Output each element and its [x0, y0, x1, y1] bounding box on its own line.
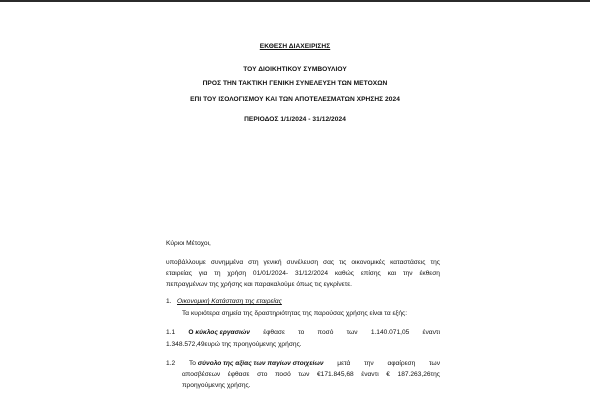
intro-word: καταστάσεις: [390, 259, 426, 266]
item-1-1-article: Ο: [188, 329, 194, 336]
intro-line-1: [166, 259, 440, 267]
page-top-border: [0, 0, 590, 2]
item-1-2-number: 1.2: [166, 360, 176, 367]
item-1-2-word: έφθασε: [227, 371, 250, 378]
section-1-title: Οικονομική Κατάσταση της εταιρείας: [177, 298, 282, 305]
intro-word: γενική: [263, 259, 282, 266]
item-1-2-word: €: [386, 371, 390, 378]
intro-word: χρήση: [227, 270, 247, 277]
item-1-2-word: των: [298, 371, 310, 378]
item-1-2-word: έναντι: [361, 371, 379, 378]
intro-word: επίσης: [360, 270, 381, 277]
item-1-1-word: των: [346, 329, 358, 336]
section-1-number: 1.: [166, 298, 172, 305]
item-1-1-word: το: [298, 329, 305, 336]
report-title: ΕΚΘΕΣΗ ΔΙΑΧΕΙΡΙΣΗΣ: [259, 43, 331, 50]
item-1-1-turnover-value: 1.140.071,05: [370, 329, 410, 336]
item-1-2-line-2: [182, 371, 440, 379]
intro-line-3: πεπραγμένων της χρήσης και παρακαλούμε όπως τις εγκρίνετε.: [166, 281, 352, 288]
intro-word: 01/01/2024-: [252, 270, 289, 277]
intro-word: καθώς: [334, 270, 354, 277]
report-subtitle-assembly: ΠΡΟΣ ΤΗΝ ΤΑΚΤΙΚΗ ΓΕΝΙΚΗ ΣΥΝΕΛΕΥΣΗ ΤΩΝ ΜΕΤΟΧΩΝ: [202, 80, 388, 87]
item-1-2-word: ποσό: [274, 371, 291, 378]
item-1-1-line-1: [166, 329, 440, 337]
item-1-1-word: ποσό: [317, 329, 334, 336]
intro-word: για: [198, 270, 208, 277]
item-1-1-term: κύκλος εργασιών: [195, 329, 250, 336]
section-1-lead: Τα κυριότερα σημεία της δραστηριότητας της παρούσας χρήσης είναι τα εξής:: [182, 310, 408, 317]
item-1-2-word: των: [429, 360, 440, 367]
intro-line-2: [166, 270, 440, 278]
item-1-2-term: σύνολο της αξίας των παγίων στοιχείων: [197, 360, 324, 367]
item-1-2-word: την: [364, 360, 374, 367]
intro-word: σας: [323, 259, 335, 266]
item-1-1-term-group: [188, 329, 250, 337]
item-1-1-line-2: 1.348.572,49ευρώ της προηγούμενης χρήσης.: [166, 341, 302, 348]
intro-word: υποβάλλουμε: [166, 259, 206, 266]
item-1-1-word: έφθασε: [263, 329, 285, 336]
intro-word: την: [403, 270, 413, 277]
intro-word: 31/12/2024: [295, 270, 329, 277]
report-subtitle-balance: ΕΠΙ ΤΟΥ ΙΣΟΛΟΓΙΣΜΟΥ ΚΑΙ ΤΩΝ ΑΠΟΤΕΛΕΣΜΑΤΩΝ ΧΡΗΣΗΣ 2024: [190, 96, 400, 103]
item-1-2-previous-value: 187.263,26της: [397, 371, 440, 378]
item-1-1-number: 1.1: [166, 329, 176, 336]
intro-word: της: [430, 259, 440, 266]
intro-word: εταιρείας: [166, 270, 192, 277]
intro-word: και: [387, 270, 397, 277]
item-1-2-word: αποσβέσεων: [182, 371, 221, 378]
greeting: Κύριοι Μέτοχοι,: [166, 240, 211, 247]
item-1-2-word: στο: [257, 371, 268, 378]
item-1-2-article: Το: [188, 360, 196, 367]
intro-word: στη: [248, 259, 259, 266]
item-1-2-line-1: [166, 360, 440, 368]
item-1-2-term-group: [189, 360, 324, 368]
item-1-2-line-3: προηγούμενης χρήσης.: [182, 382, 251, 389]
report-period: ΠΕΡΙΟΔΟΣ 1/1/2024 - 31/12/2024: [244, 116, 346, 123]
item-1-1-word: έναντι: [422, 329, 440, 336]
report-subtitle-board: ΤΟΥ ΔΙΟΙΚΗΤΙΚΟΥ ΣΥΜΒΟΥΛΙΟΥ: [243, 66, 347, 73]
intro-word: τις: [339, 259, 347, 266]
intro-word: τη: [214, 270, 221, 277]
item-1-2-word: αφαίρεση: [387, 360, 416, 367]
intro-word: συνέλευση: [286, 259, 319, 266]
intro-word: έκθεση: [419, 270, 440, 277]
item-1-2-current-value: €171.845,68: [316, 371, 354, 378]
intro-word: συνημμένα: [210, 259, 244, 266]
intro-word: οικονομικές: [351, 259, 386, 266]
item-1-2-word: μετά: [337, 360, 351, 367]
